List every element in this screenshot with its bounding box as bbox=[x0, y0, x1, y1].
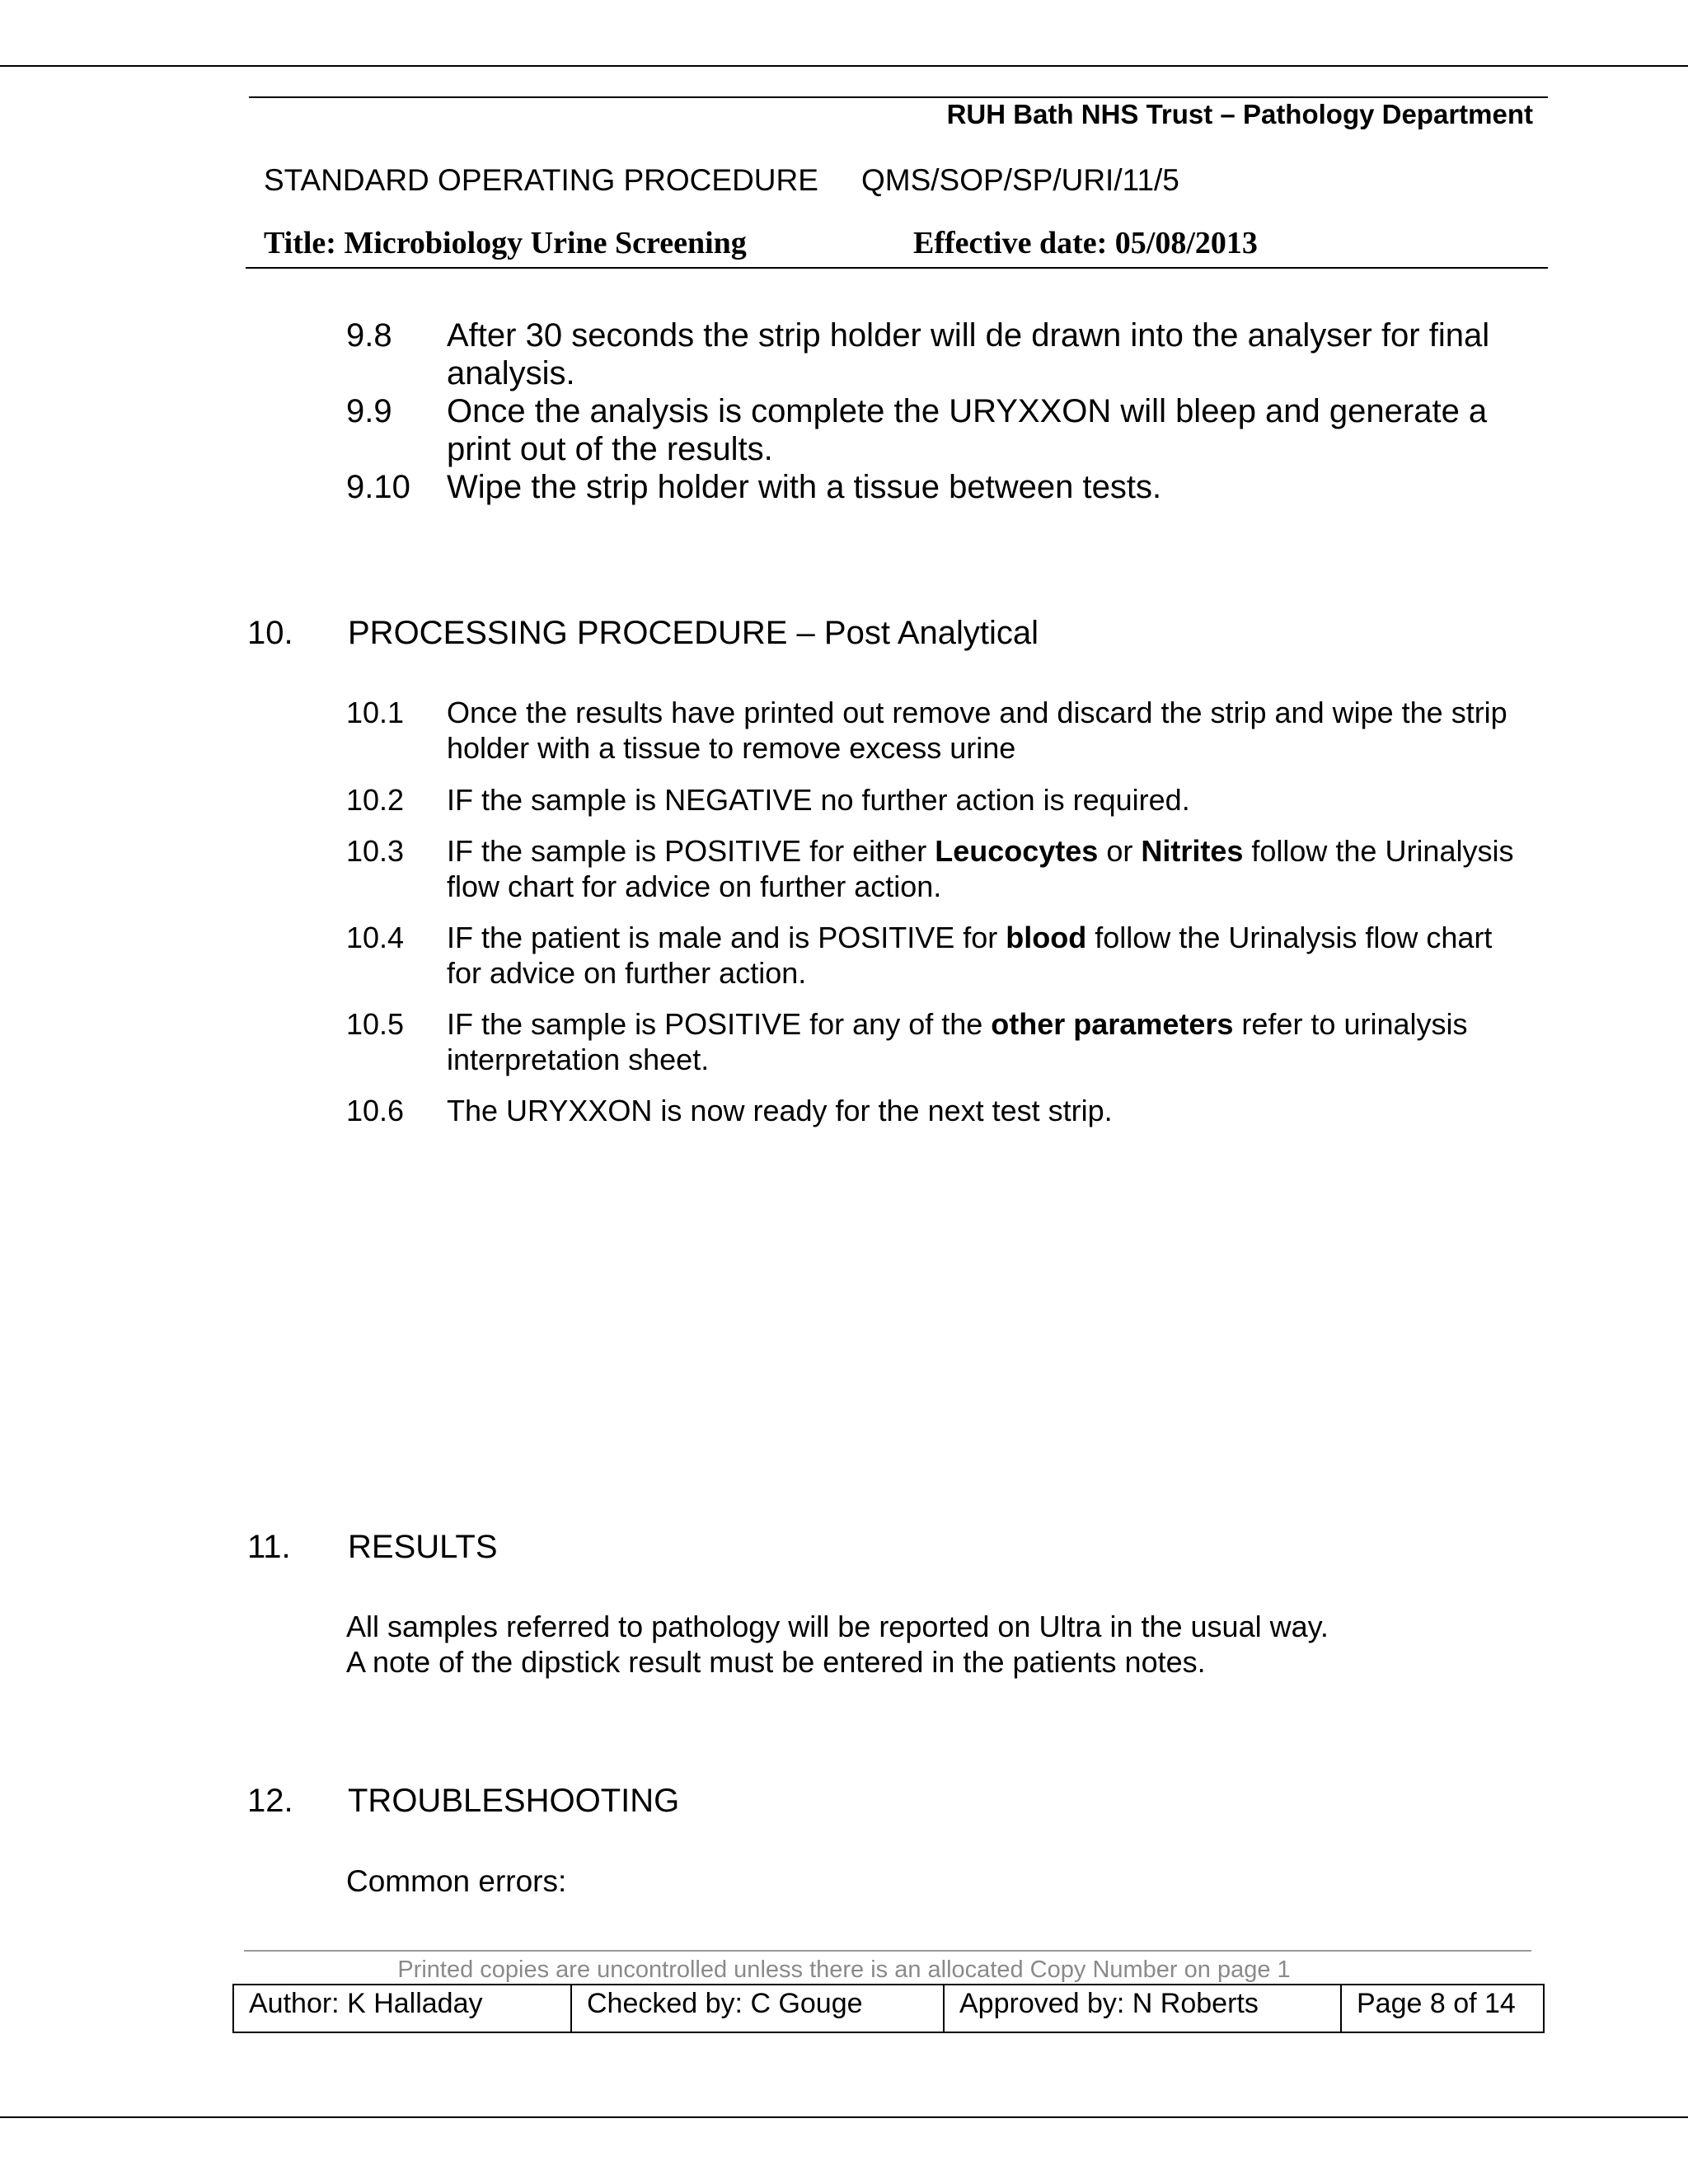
effective-date: Effective date: 05/08/2013 bbox=[913, 226, 1258, 260]
sop-label: STANDARD OPERATING PROCEDURE bbox=[264, 163, 818, 197]
item-text: Once the results have printed out remove and discard the strip and wipe the strip holder with a tissue to remove excess urine bbox=[447, 696, 1507, 765]
organisation-name: RUH Bath NHS Trust – Pathology Department bbox=[946, 99, 1533, 129]
section-heading bbox=[247, 1782, 679, 1820]
text-run: follow the Urinalysis flow chart for advice on further action. bbox=[447, 921, 1493, 990]
list-item bbox=[346, 468, 1533, 506]
list-item bbox=[346, 316, 1533, 392]
emphasis-other-parameters: other parameters bbox=[991, 1007, 1234, 1041]
text-run: follow the Urinalysis flow chart for advice on further action. bbox=[447, 834, 1514, 903]
section-heading bbox=[247, 1528, 498, 1566]
footer-note: Printed copies are uncontrolled unless there is an allocated Copy Number on page 1 bbox=[397, 1957, 1291, 1983]
item-text bbox=[447, 833, 1533, 904]
item-number: 9.8 bbox=[346, 317, 392, 354]
list-item bbox=[346, 392, 1533, 468]
page-bottom-border bbox=[0, 2116, 1688, 2118]
list-item bbox=[346, 920, 1533, 991]
list-item bbox=[346, 1093, 1533, 1128]
troubleshooting-subtitle: Common errors: bbox=[346, 1864, 567, 1898]
item-text: Once the analysis is complete the URYXXON will bleep and generate a print out of the results. bbox=[447, 393, 1488, 467]
section-title: RESULTS bbox=[348, 1529, 498, 1565]
list-item bbox=[346, 782, 1533, 818]
page-top-border bbox=[0, 65, 1688, 67]
section-number: 11. bbox=[247, 1529, 291, 1565]
item-text: The URYXXON is now ready for the next test strip. bbox=[447, 1094, 1113, 1127]
section-title: PROCESSING PROCEDURE – Post Analytical bbox=[348, 615, 1039, 651]
item-text: Wipe the strip holder with a tissue between tests. bbox=[447, 469, 1162, 505]
emphasis-leucocytes: Leucocytes bbox=[935, 834, 1099, 868]
emphasis-blood: blood bbox=[1006, 921, 1087, 954]
page-number-cell: Page 8 of 14 bbox=[1357, 1988, 1516, 2019]
approved-by-cell: Approved by: N Roberts bbox=[945, 1985, 1342, 2032]
text-run: IF the sample is POSITIVE for either bbox=[447, 834, 935, 868]
item-number: 9.10 bbox=[346, 469, 410, 505]
list-item bbox=[346, 1006, 1533, 1077]
section-heading bbox=[247, 614, 1039, 652]
item-text bbox=[447, 1006, 1533, 1077]
item-number: 10.6 bbox=[346, 1094, 405, 1127]
item-number: 10.3 bbox=[346, 834, 405, 868]
list-item bbox=[346, 833, 1533, 904]
item-text: IF the sample is NEGATIVE no further action is required. bbox=[447, 783, 1190, 817]
header-top-rule bbox=[249, 96, 1548, 98]
list-item bbox=[346, 695, 1533, 766]
author-cell: Author: K Halladay bbox=[234, 1985, 572, 2032]
item-text: After 30 seconds the strip holder will de drawn into the analyser for final analysis. bbox=[447, 317, 1490, 391]
results-text-line-1: All samples referred to pathology will be reported on Ultra in the usual way. bbox=[346, 1610, 1329, 1643]
item-number: 10.1 bbox=[346, 696, 405, 729]
section-title: TROUBLESHOOTING bbox=[348, 1783, 680, 1819]
item-text bbox=[447, 920, 1533, 991]
item-number: 10.4 bbox=[346, 921, 405, 954]
section-number: 10. bbox=[247, 615, 293, 651]
item-number: 10.2 bbox=[346, 783, 405, 817]
item-number: 9.9 bbox=[346, 393, 392, 429]
checked-by-cell: Checked by: C Gouge bbox=[572, 1985, 945, 2032]
text-run: IF the patient is male and is POSITIVE for bbox=[447, 921, 1006, 954]
results-text-line-2: A note of the dipstick result must be entered in the patients notes. bbox=[346, 1645, 1206, 1679]
footer-signoff-table bbox=[232, 1984, 1545, 2033]
text-run: IF the sample is POSITIVE for any of the bbox=[447, 1007, 992, 1041]
section-number: 12. bbox=[247, 1783, 293, 1819]
text-run: or bbox=[1098, 834, 1142, 868]
item-number: 10.5 bbox=[346, 1007, 405, 1041]
sop-code: QMS/SOP/SP/URI/11/5 bbox=[861, 163, 1179, 197]
text-run: refer to urinalysis interpretation sheet. bbox=[447, 1007, 1468, 1076]
document-title: Title: Microbiology Urine Screening bbox=[264, 226, 747, 260]
header-bottom-rule bbox=[246, 267, 1548, 269]
emphasis-nitrites: Nitrites bbox=[1141, 834, 1244, 868]
footer-rule bbox=[244, 1950, 1531, 1952]
